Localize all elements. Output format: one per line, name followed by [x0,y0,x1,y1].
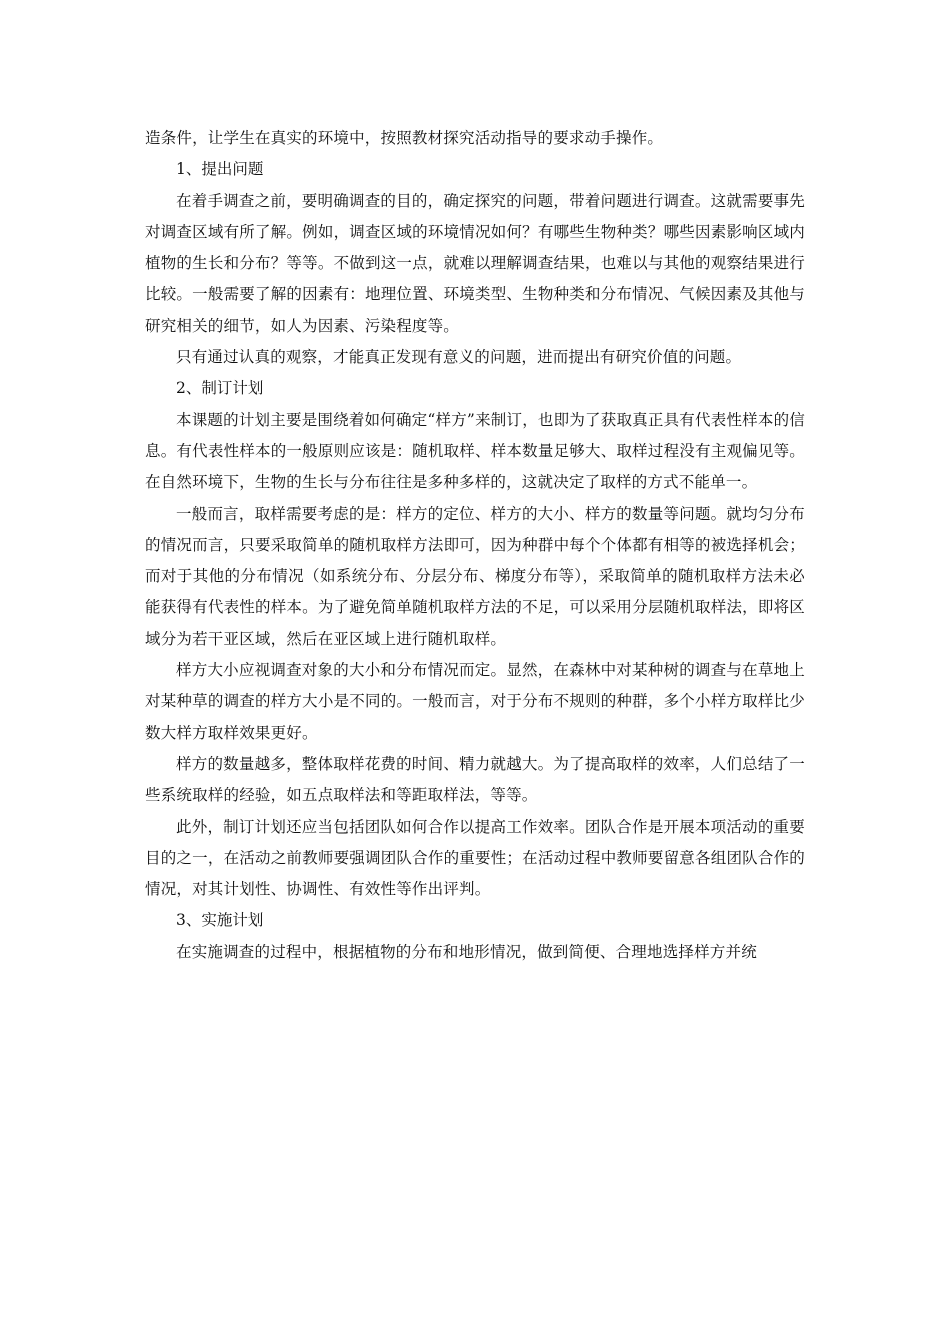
section-heading-1: 1、提出问题 [176,160,264,179]
paragraph: 一般而言，取样需要考虑的是：样方的定位、样方的大小、样方的数量等问题。就均匀分布的情况而言，只要采取简单的随机取样方法即可，因为种群中每个个体都有相等的被选择机会；而对于其他的分布情况（如系统分布、分层分布、梯度分布等），采取简单的随机取样方法未必能获得有代表性的样本。为了避免简单随机取样方法的不足，可以采用分层随机取样法，即将区域分为若干亚区域，然后在亚区域上进行随机取样。 [145,504,805,648]
paragraph: 此外，制订计划还应当包括团队如何合作以提高工作效率。团队合作是开展本项活动的重要目的之一，在活动之前教师要强调团队合作的重要性；在活动过程中教师要留意各组团队合作的情况，对其计划性、协调性、有效性等作出评判。 [145,817,805,899]
paragraph: 样方的数量越多，整体取样花费的时间、精力就越大。为了提高取样的效率，人们总结了一些系统取样的经验，如五点取样法和等距取样法，等等。 [145,754,805,805]
paragraph: 在实施调查的过程中，根据植物的分布和地形情况，做到简便、合理地选择样方并统 [176,942,757,961]
document-page [145,123,805,968]
section-heading-3: 3、实施计划 [176,911,264,930]
paragraph: 只有通过认真的观察，才能真正发现有意义的问题，进而提出有研究价值的问题。 [176,348,742,367]
paragraph: 本课题的计划主要是围绕着如何确定“样方”来制订，也即为了获取真正具有代表性样本的信息。有代表性样本的一般原则应该是：随机取样、样本数量足够大、取样过程没有主观偏见等。在自然环境下，生物的生长与分布往往是多种多样的，这就决定了取样的方式不能单一。 [145,410,805,492]
paragraph: 样方大小应视调查对象的大小和分布情况而定。显然，在森林中对某种树的调查与在草地上对某种草的调查的样方大小是不同的。一般而言，对于分布不规则的种群，多个小样方取样比少数大样方取样效果更好。 [145,661,805,742]
paragraph: 在着手调查之前，要明确调查的目的，确定探究的问题，带着问题进行调查。这就需要事先对调查区域有所了解。例如，调查区域的环境情况如何？有哪些生物种类？哪些因素影响区域内植物的生长和分布？等等。不做到这一点，就难以理解调查结果，也难以与其他的观察结果进行比较。一般需要了解的因素有：地理位置、环境类型、生物种类和分布情况、气候因素及其他与研究相关的细节，如人为因素、污染程度等。 [145,191,805,335]
paragraph-continued: 造条件，让学生在真实的环境中，按照教材探究活动指导的要求动手操作。 [145,129,664,147]
section-heading-2: 2、制订计划 [176,379,264,398]
